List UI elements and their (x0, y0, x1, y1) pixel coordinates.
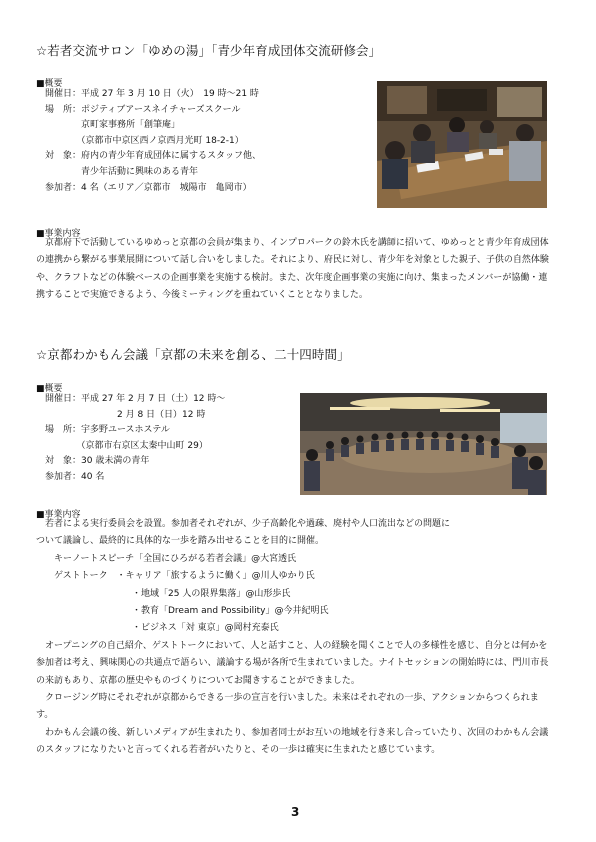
section1-overview (45, 87, 261, 196)
section1-overview-heading: ■概要 (36, 79, 63, 89)
overview-row: 2 月 8 日（日）12 時 (45, 409, 206, 420)
overview-row: 青少年活動に興味のある青年 (45, 166, 199, 177)
section2-paragraph: オープニングの自己紹介、ゲストトークにおいて、人と話すこと、人の経験を聞くことで人の多様性を感じ、自分とは何かを参加者は考え、興味関心の共通点で語らい、議論する場が各所で生まれていました。ナイトセッションの開始時には、門川市長の来訪もあり、京都の歴史やものづくりについてお聞きすることができました。 (36, 640, 549, 686)
content-line: キーノートスピーチ「全国にひろがる若者会議」@大宮透氏 (54, 553, 297, 564)
section2-overview (45, 392, 225, 486)
section1-paragraph: 京都府下で活動しているゆめっと京都の会員が集まり、インプロパークの鈴木氏を講師に招いて、ゆめっとと青少年育成団体の連携から繋がる事業展開について話し合いをしました。それにより、府民に対し、青少年を対象とした親子、子供の自然体験や、クラフトなどの体験ベースの企画事業を実施する検討。また、次年度企画事業の実施に向け、集まったメンバーが協働・連携することで実施できるよう、今後ミーティングを重ねていくこととなりました。 (36, 238, 549, 301)
section2-paragraph: クロージング時にそれぞれが京都からできる一歩の宣言を行いました。未来はそれぞれの一歩、アクションからつくられます。 (36, 693, 539, 721)
overview-row: 参加者：4 名（エリア／京都市 城陽市 亀岡市） (45, 182, 252, 193)
content-line: ゲストトーク ・キャリア「旅するように働く」@川人ゆかり氏 (54, 571, 315, 582)
section1-title: ☆若者交流サロン「ゆめの湯」「青少年育成団体交流研修会」 (36, 43, 382, 58)
section2-content (36, 516, 556, 760)
meeting-photo (377, 81, 547, 208)
overview-row: 場 所：ポジティブアースネイチャーズスクール (45, 104, 241, 115)
content-line: ・教育「Dream and Possibility」@今井紀明氏 (132, 606, 329, 617)
content-line: 若者による実行委員会を設置。参加者それぞれが、少子高齢化や過疎、廃村や人口流出などの問題に (45, 519, 451, 529)
overview-row: 場 所：宇多野ユースホステル (45, 425, 170, 436)
conference-photo (300, 393, 547, 495)
overview-row: 京町家事務所「創筆庵」 (45, 120, 181, 131)
overview-row: 対 象：30 歳未満の青年 (45, 456, 150, 467)
content-line: ・ビジネス「対 東京」@岡村充泰氏 (132, 623, 279, 634)
section2-content-heading: ■事業内容 (36, 510, 81, 520)
overview-row: 開催日：平成 27 年 3 月 10 日（火） 19 時～21 時 (45, 89, 259, 99)
section1-content-heading: ■事業内容 (36, 229, 81, 239)
content-line: ついて議論し、最終的に具体的な一歩を踏み出せることを目的に開催。 (36, 536, 325, 547)
section2-title: ☆京都わかもん会議「京都の未来を創る、二十四時間」 (36, 347, 350, 362)
overview-row: 対 象：府内の青少年育成団体に属するスタッフ他、 (45, 151, 262, 162)
content-line: ・地域「25 人の限界集落」@山形歩氏 (132, 588, 291, 599)
overview-row: （京都市中京区西ノ京西月光町 18-2-1） (45, 135, 244, 146)
overview-row: （京都市右京区太秦中山町 29） (45, 440, 208, 451)
overview-row: 開催日：平成 27 年 2 月 7 日（土）12 時～ (45, 394, 226, 404)
section2-paragraph: わかもん会議の後、新しいメディアが生まれたり、参加者同士がお互いの地域を行き来し合っていたり、次回のわかもん会議のスタッフになりたいと言ってくれる若者がいたりと、その一歩は確実に生まれたと感じています。 (36, 727, 549, 756)
section2-overview-heading: ■概要 (36, 384, 63, 394)
overview-row: 参加者：40 名 (45, 471, 105, 482)
page-number: 3 (291, 805, 300, 819)
